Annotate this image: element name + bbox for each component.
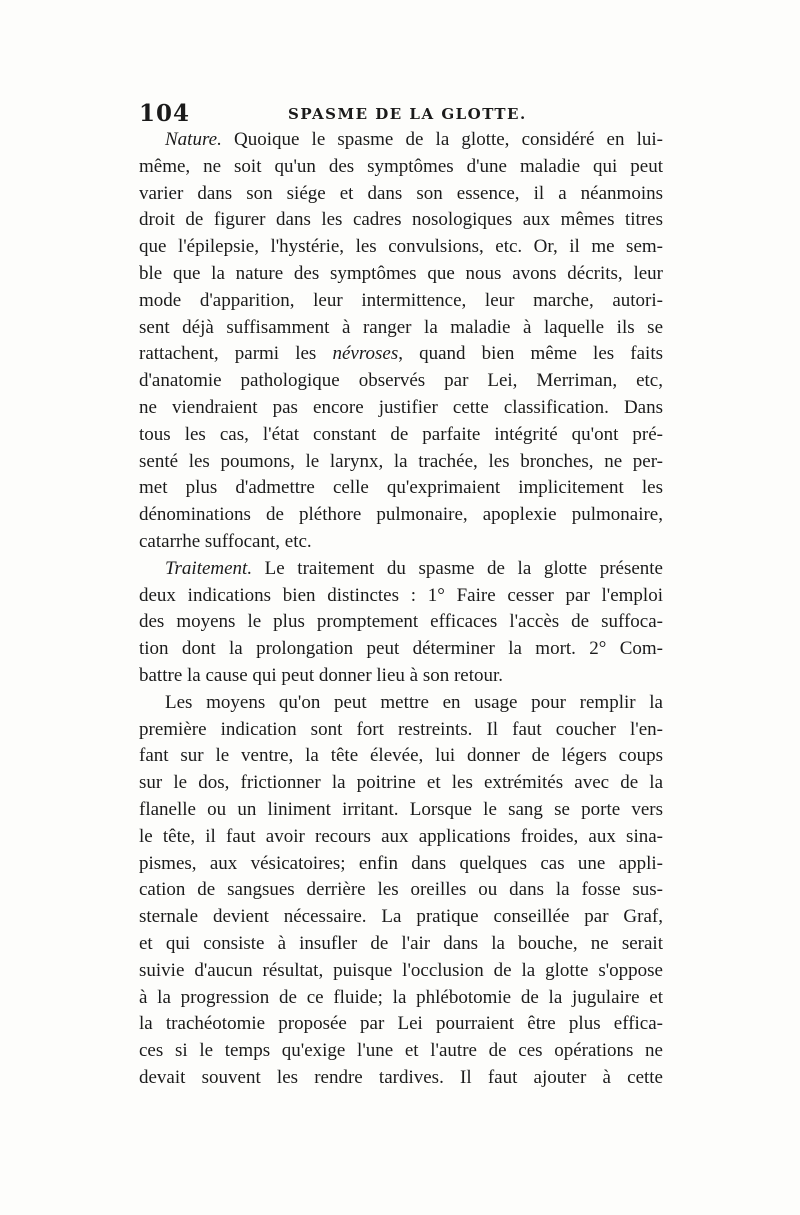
line-text: sternale devient nécessaire. La pratique conseillée par Graf, [139,906,663,928]
line-text: à la progression de ce fluide; la phlébotomie de la jugulaire et [139,986,663,1008]
text-line [139,931,663,958]
line-text: deux indications bien distinctes : 1° Faire cesser par l'emploi [139,584,663,606]
text-line [139,851,663,878]
line-text: senté les poumons, le larynx, la trachée, les bronches, ne per- [139,450,663,472]
text-line [139,958,663,985]
text-line [139,529,663,556]
line-text: mode d'apparition, leur intermittence, leur marche, autori- [139,289,663,311]
line-text: fant sur le ventre, la tête élevée, lui donner de légers coups [139,745,663,767]
section-lead: Nature. [165,129,222,150]
line-text: flanelle ou un liniment irritant. Lorsque le sang se porte vers [139,798,663,820]
running-title: SPASME DE LA GLOTTE. [288,105,527,123]
line-text: cation de sangsues derrière les oreilles ou dans la fosse sus- [139,879,663,901]
text-line [139,690,663,717]
text-line [139,315,663,342]
running-head [139,100,663,130]
text-line [139,181,663,208]
text-line [139,717,663,744]
text-line [139,1065,663,1092]
line-text: tion dont la prolongation peut déterminer la mort. 2° Com- [139,638,663,660]
text-line [139,449,663,476]
text-line [139,288,663,315]
line-text: le tête, il faut avoir recours aux applications froides, aux sina- [139,825,663,847]
text-line [139,368,663,395]
text-line [139,207,663,234]
text-line [139,154,663,181]
line-text: que l'épilepsie, l'hystérie, les convulsions, etc. Or, il me sem- [139,236,663,258]
line-text: Les moyens qu'on peut mettre en usage pour remplir la [165,691,663,713]
text-line [139,824,663,851]
text-line [139,743,663,770]
text-line [139,609,663,636]
line-text: ble que la nature des symptômes que nous avons décrits, leur [139,262,663,284]
line-text: rattachent, parmi les [139,343,333,365]
line-text: catarrhe suffocant, etc. [139,530,312,552]
line-text: suivie d'aucun résultat, puisque l'occlusion de la glotte s'oppose [139,959,663,981]
line-text: droit de figurer dans les cadres nosologiques aux mêmes titres [139,209,663,231]
text-line [139,475,663,502]
text-line [139,261,663,288]
line-text: dénominations de pléthore pulmonaire, apoplexie pulmonaire, [139,504,663,526]
line-text: d'anatomie pathologique observés par Lei, Merriman, etc, [139,370,663,392]
text-line [139,422,663,449]
line-text: et qui consiste à insufler de l'air dans la bouche, ne serait [139,932,663,954]
line-text: pismes, aux vésicatoires; enfin dans quelques cas une appli- [139,852,663,874]
line-text: , quand bien même les faits [398,343,663,365]
text-line [139,556,663,583]
text-line [139,985,663,1012]
text-line [139,127,663,154]
line-text: la trachéotomie proposée par Lei pourraient être plus effica- [139,1013,663,1035]
line-text: devait souvent les rendre tardives. Il faut ajouter à cette [139,1066,663,1088]
text-line [139,502,663,529]
line-text: Le traitement du spasme de la glotte présente [252,557,663,579]
section-lead: Traitement. [165,557,253,579]
text-line [139,636,663,663]
text-line [139,663,663,690]
page-number: 104 [139,100,191,127]
body-text [139,127,663,1092]
line-text: ne viendraient pas encore justifier cette classification. Dans [139,396,663,418]
line-text: des moyens le plus promptement efficaces l'accès de suffoca- [139,611,663,633]
line-text: varier dans son siége et dans son essence, il a néanmoins [139,182,663,204]
line-text: battre la cause qui peut donner lieu à son retour. [139,664,504,686]
line-text: sur le dos, frictionner la poitrine et les extrémités avec de la [139,772,663,794]
text-line [139,583,663,610]
text-line [139,877,663,904]
line-text: tous les cas, l'état constant de parfaite intégrité qu'ont pré- [139,423,663,445]
text-line [139,395,663,422]
text-line [139,1011,663,1038]
text-line [139,770,663,797]
text-line [139,341,663,368]
line-text: ces si le temps qu'exige l'une et l'autre de ces opérations ne [139,1040,663,1062]
text-line [139,904,663,931]
text-line [139,234,663,261]
text-line [139,797,663,824]
line-text: met plus d'admettre celle qu'exprimaient implicitement les [139,477,663,499]
line-text: sent déjà suffisamment à ranger la maladie à laquelle ils se [139,316,663,338]
line-text: même, ne soit qu'un des symptômes d'une maladie qui peut [139,155,663,177]
text-line [139,1038,663,1065]
emphasis: névroses [332,343,399,365]
line-text: Quoique le spasme de la glotte, considéré en lui- [221,129,663,150]
line-text: première indication sont fort restreints. Il faut coucher l'en- [139,718,663,740]
